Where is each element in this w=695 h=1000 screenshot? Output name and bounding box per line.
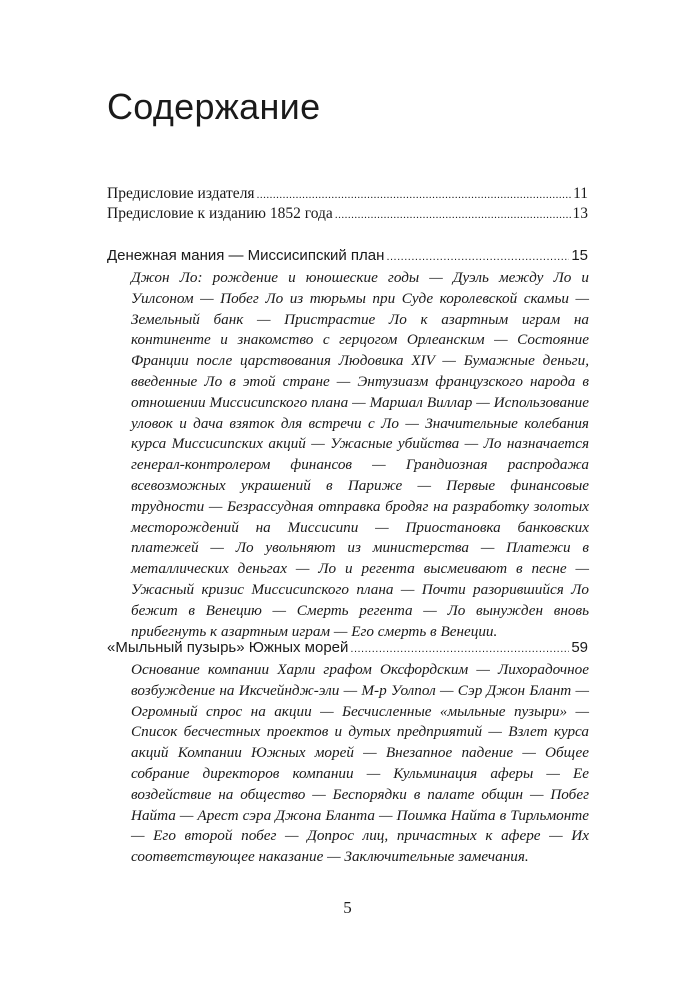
toc-chapter-mississippi [107, 246, 588, 267]
dot-leader [335, 205, 571, 225]
dot-leader [386, 247, 569, 267]
toc-entry-1852-preface [107, 204, 588, 225]
chapter-synopsis-mississippi: Джон Ло: рождение и юношеские годы — Дуэль между Ло и Уилсоном — Побег Ло из тюрьмы при Суде королевской скамьи — Земельный банк — Пристрастие Ло к азартным играм на континенте и знакомство с герцогом Орлеанским — Состояние Франции после царствования Людовика XIV — Бумажные деньги, введенные Ло в этой стране — Энтузиазм французского народа в отношении Миссисипского плана — Маршал Виллар — Использование уловок и дача взяток для встречи с Ло — Значительные колебания курса Миссисипских акций — Ужасные убийства — Ло назначается генерал-контролером финансов — Грандиозная распродажа всевозможных украшений в Париже — Первые финансовые трудности — Безрассудная отправка бродяг на разработку золотых месторождений на Миссисипи — Приостановка банковских платежей — Ло увольняют из министерства — Платежи в металлических деньгах — Ло и регента высмеивают в песне — Ужасный кризис Миссисипского плана — Почти разорившийся Ло бежит в Венецию — Смерть регента — Ло вынужден вновь прибегнуть к азартным играм — Его смерть в Венеции. [131, 269, 589, 640]
toc-entry-label: Предисловие издателя [107, 185, 255, 202]
chapter-page: 15 [571, 247, 588, 264]
chapter-synopsis-south-sea: Основание компании Харли графом Оксфордским — Лихорадочное возбуждение на Иксчейндж-эли — М-р Уолпол — Сэр Джон Блант — Огромный спрос на акции — Бесчисленные «мыльные пузыри» — Список бесчестных проектов и дутых предприятий — Взлет курса акций Компании Южных морей — Внезапное падение — Общее собрание директоров компании — Кульминация аферы — Ее воздействие на общество — Беспорядки в палате общин — Побег Найта — Арест сэра Джона Бланта — Поимка Найта в Тирльмонте — Его второй побег — Допрос лиц, причастных к афере — Их соответствующее наказание — Заключительные замечания. [131, 661, 589, 866]
chapter-title: Денежная мания — Миссисипский план [107, 247, 385, 264]
dot-leader [350, 639, 569, 659]
page-title: Содержание [107, 86, 321, 127]
dot-leader [257, 185, 572, 205]
toc-entry-page: 11 [573, 185, 588, 202]
toc-entry-page: 13 [572, 205, 588, 222]
toc-entry-publisher-preface [107, 184, 588, 205]
chapter-title: «Мыльный пузырь» Южных морей [107, 639, 349, 656]
chapter-page: 59 [571, 639, 588, 656]
page-number: 5 [343, 898, 352, 917]
toc-entry-label: Предисловие к изданию 1852 года [107, 205, 333, 222]
toc-chapter-south-sea [107, 638, 588, 659]
